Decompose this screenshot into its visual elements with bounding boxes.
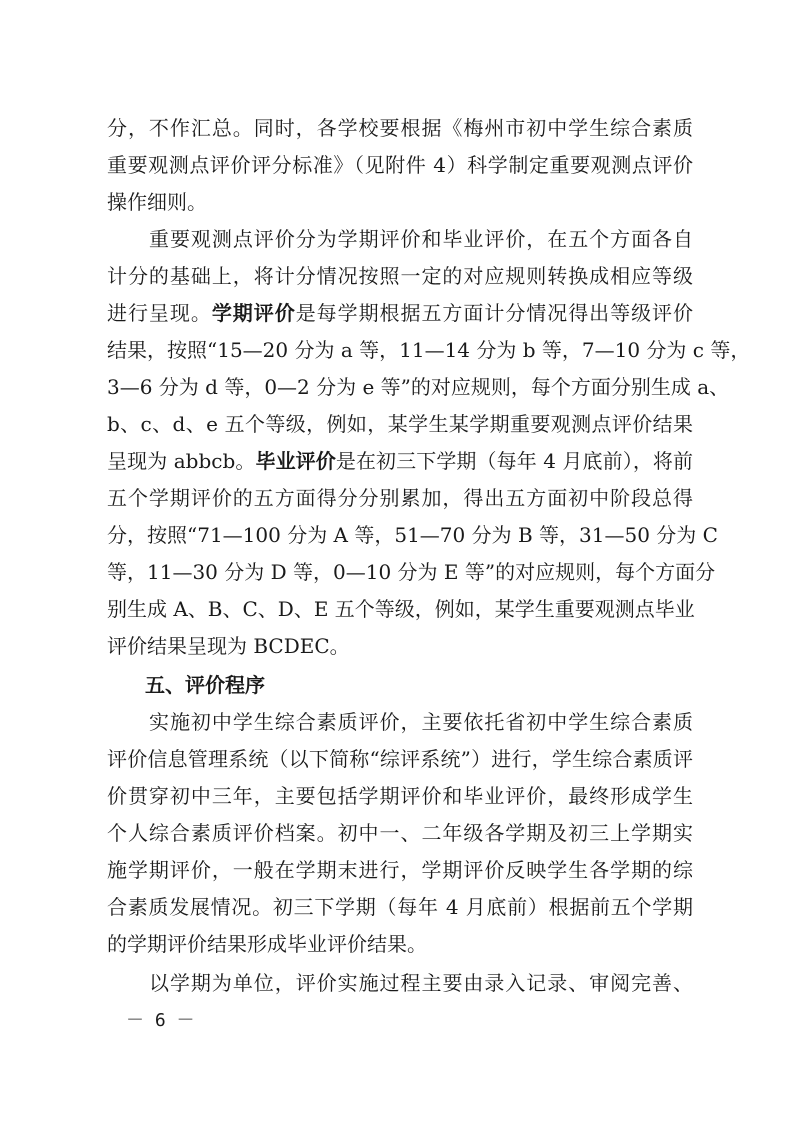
text-segment: 结果，按照“15—20 分为 a 等，11—14 分为 b 等，7—10 分为 c 等， bbox=[107, 338, 751, 362]
paragraph-line bbox=[107, 150, 693, 180]
paragraph-line bbox=[107, 557, 716, 587]
text-segment: 评价信息管理系统（以下简称“综评系统”）进行，学生综合素质评 bbox=[107, 747, 693, 771]
text-segment: 3—6 分为 d 等，0—2 分为 e 等”的对应规则，每个方面分别生成 a、 bbox=[107, 375, 730, 399]
paragraph-line bbox=[107, 446, 693, 476]
paragraph-line bbox=[149, 224, 693, 254]
paragraph-line bbox=[149, 707, 693, 737]
text-segment: 施学期评价，一般在学期末进行，学期评价反映学生各学期的综 bbox=[107, 858, 693, 882]
text-segment: 合素质发展情况。初三下学期（每年 4 月底前）根据前五个学期 bbox=[107, 895, 693, 919]
text-segment: b、c、d、e 五个等级，例如，某学生某学期重要观测点评价结果 bbox=[107, 412, 693, 436]
paragraph-line bbox=[107, 261, 693, 291]
bold-term-graduation-evaluation: 毕业评价 bbox=[255, 449, 336, 473]
paragraph-line bbox=[107, 818, 693, 848]
paragraph-line bbox=[107, 781, 693, 811]
paragraph-line bbox=[107, 298, 693, 328]
paragraph-line bbox=[107, 855, 693, 885]
text-segment: 等，11—30 分为 D 等，0—10 分为 E 等”的对应规则，每个方面分 bbox=[107, 560, 716, 584]
paragraph-line bbox=[107, 335, 751, 365]
paragraph-line bbox=[107, 520, 718, 550]
paragraph-line bbox=[107, 892, 693, 922]
paragraph-line bbox=[107, 631, 693, 661]
paragraph-line bbox=[107, 372, 730, 402]
text-segment: 实施初中学生综合素质评价，主要依托省初中学生综合素质 bbox=[149, 710, 693, 734]
text-segment: 个人综合素质评价档案。初中一、二年级各学期及初三上学期实 bbox=[107, 821, 693, 845]
text-segment: 重要观测点评价评分标准》（见附件 4）科学制定重要观测点评价 bbox=[107, 153, 693, 177]
paragraph-line bbox=[149, 968, 693, 998]
bold-term-semester-evaluation: 学期评价 bbox=[211, 301, 296, 325]
text-segment: 价贯穿初中三年，主要包括学期评价和毕业评价，最终形成学生 bbox=[107, 784, 693, 808]
text-segment: 分，不作汇总。同时，各学校要根据《梅州市初中学生综合素质 bbox=[107, 116, 693, 140]
text-segment: 是每学期根据五方面计分情况得出等级评价 bbox=[295, 301, 694, 325]
text-segment: 以学期为单位，评价实施过程主要由录入记录、审阅完善、 bbox=[149, 971, 693, 995]
text-segment: 的学期评价结果形成毕业评价结果。 bbox=[107, 932, 427, 956]
paragraph-line bbox=[107, 744, 693, 774]
paragraph-line bbox=[107, 409, 693, 439]
section-heading: 五、评价程序 bbox=[145, 673, 265, 697]
text-segment: 计分的基础上，将计分情况按照一定的对应规则转换成相应等级 bbox=[107, 264, 693, 288]
text-segment: 别生成 A、B、C、D、E 五个等级，例如，某学生重要观测点毕业 bbox=[107, 597, 695, 621]
page-number: － 6 － bbox=[126, 1010, 195, 1031]
paragraph-line bbox=[107, 929, 693, 959]
paragraph-line bbox=[107, 594, 693, 624]
text-segment: 是在初三下学期（每年 4 月底前），将前 bbox=[335, 449, 694, 473]
paragraph-line bbox=[107, 483, 693, 513]
paragraph-line bbox=[107, 187, 693, 217]
text-segment: 评价结果呈现为 BCDEC。 bbox=[107, 634, 350, 658]
text-segment: 操作细则。 bbox=[107, 190, 207, 214]
paragraph-line bbox=[107, 113, 693, 143]
text-segment: 重要观测点评价分为学期评价和毕业评价，在五个方面各自 bbox=[149, 227, 693, 251]
text-segment: 进行呈现。 bbox=[107, 301, 212, 325]
text-segment: 呈现为 abbcb。 bbox=[107, 449, 256, 473]
text-segment: 五个学期评价的五方面得分分别累加，得出五方面初中阶段总得 bbox=[107, 486, 693, 510]
text-segment: 分，按照“71—100 分为 A 等，51—70 分为 B 等，31—50 分为 C bbox=[107, 523, 718, 547]
